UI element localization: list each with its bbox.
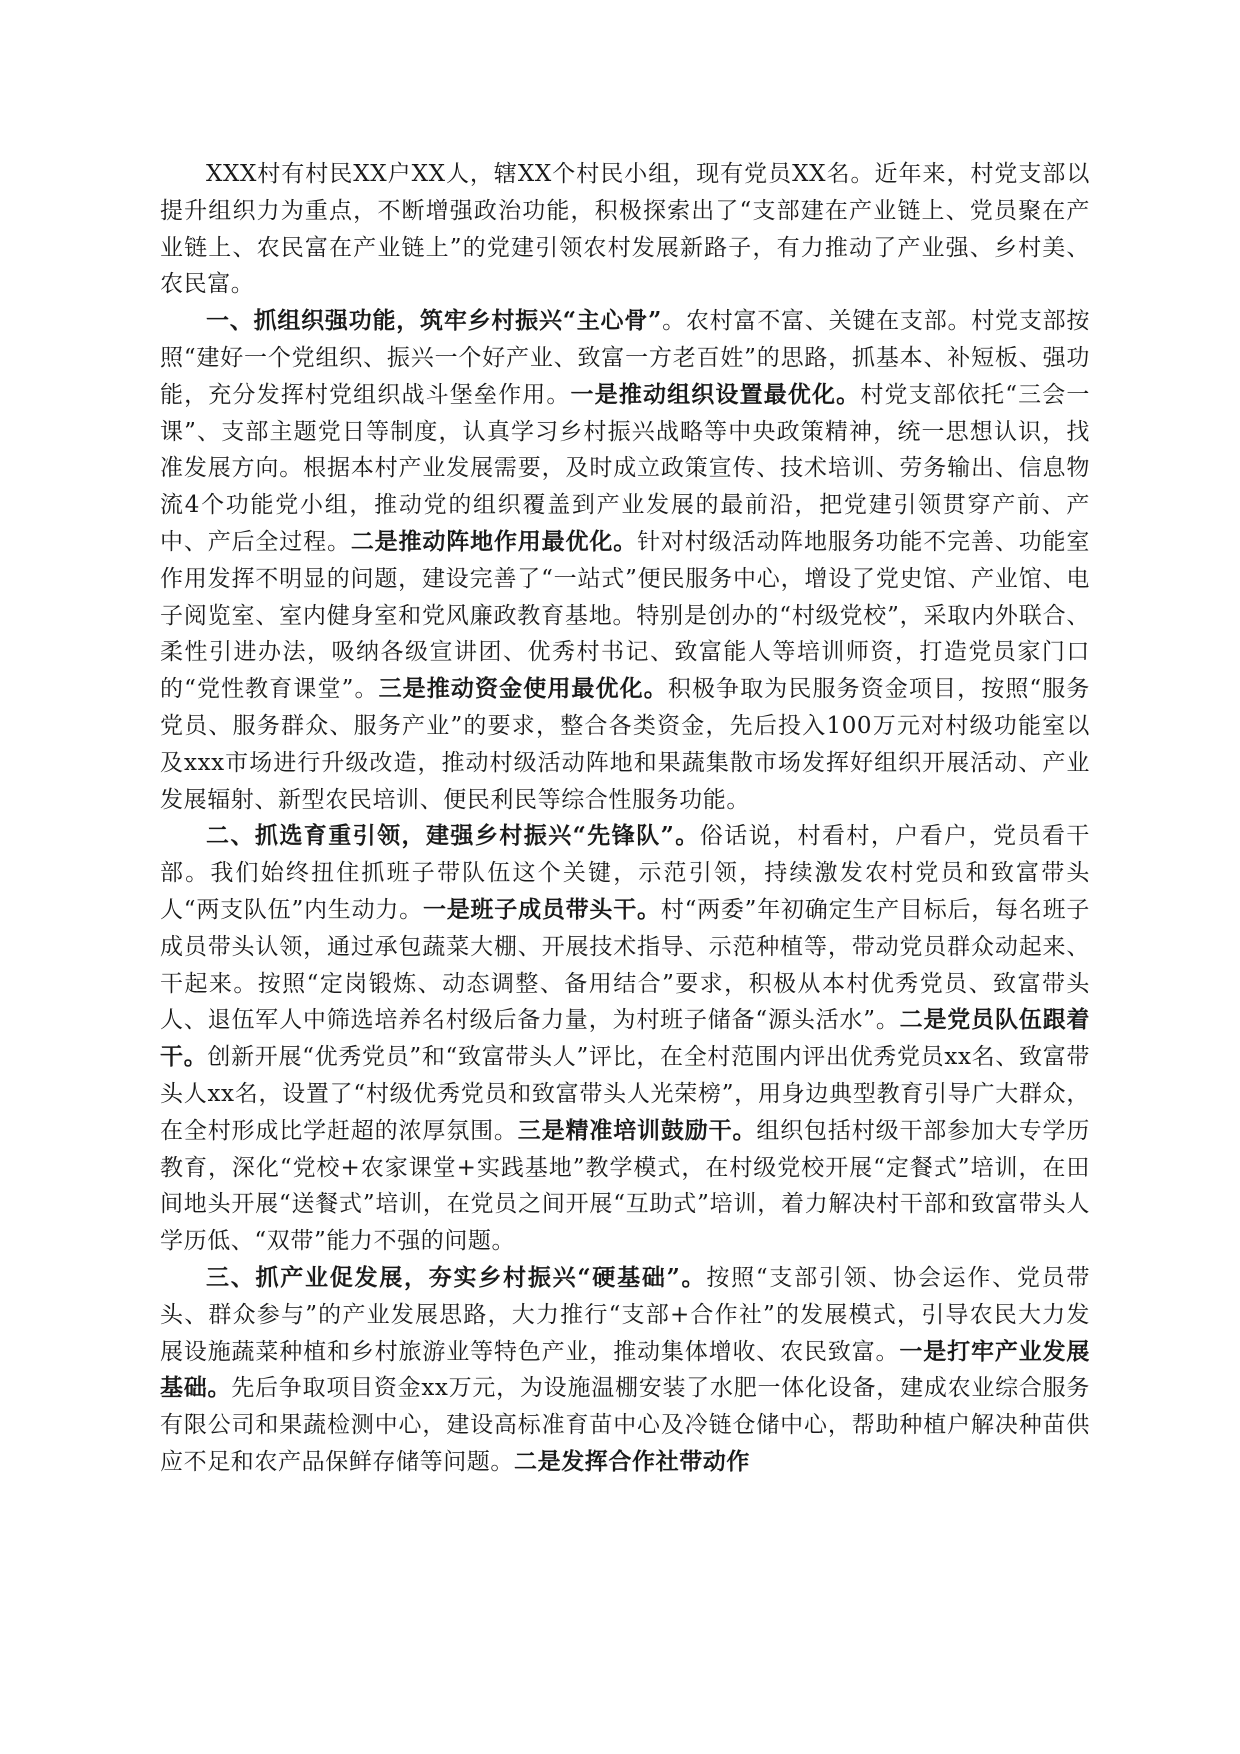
subpoint-heading: 一是推动组织设置最优化。 [570, 380, 861, 408]
text-run: 按照“支部引领、协会运作、党员带头、群众参与”的产业发展思路，大力推行“支部+合作社”的发展模式，引导农民大力发展设施蔬菜种植和乡村旅游业等特色产业，推动集体增收、农民致富。 [160, 1264, 1090, 1365]
subpoint-heading: 二是推动阵地作用最优化。 [350, 527, 638, 555]
section-heading: 三、抓产业促发展，夯实乡村振兴“硬基础”。 [206, 1263, 707, 1291]
paragraph-section-1 [160, 303, 1090, 818]
subpoint-heading: 三是精准培训鼓励干。 [517, 1116, 757, 1144]
text-run: XXX村有村民XX户XX人，辖XX个村民小组，现有党员XX名。近年来，村党支部以提升组织力为重点，不断增强政治功能，积极探索出了“支部建在产业链上、党员聚在产业链上、农民富在产业链上”的党建引领农村发展新路子，有力推动了产业强、乡村美、农民富。 [160, 161, 1090, 298]
text-run: 。农村富不富、关键在支部。村党支部按照“建好一个党组织、振兴一个好产业、致富一方老百姓”的思路，抓基本、补短板、强功能，充分发挥村党组织战斗堡垒作用。 [160, 308, 1090, 408]
text-run: 针对村级活动阵地服务功能不完善、功能室作用发挥不明显的问题，建设完善了“一站式”便民服务中心，增设了党史馆、产业馆、电子阅览室、室内健身室和党风廉政教育基地。特别是创办的“村级党校”，采取内外联合、柔性引进办法，吸纳各级宣讲团、优秀村书记、致富能人等培训师资，打造党员家门口的“党性教育课堂”。 [160, 528, 1090, 703]
paragraph-intro [160, 156, 1090, 303]
text-run: 村党支部依托“三会一课”、支部主题党日等制度，认真学习乡村振兴战略等中央政策精神，统一思想认识，找准发展方向。根据本村产业发展需要，及时成立政策宣传、技术培训、劳务输出、信息物流4个功能党小组，推动党的组织覆盖到产业发展的最前沿，把党建引领贯穿产前、产中、产后全过程。 [160, 381, 1090, 555]
subpoint-heading: 二是发挥合作社带动作 [514, 1447, 750, 1475]
text-run: 村“两委”年初确定生产目标后，每名班子成员带头认领，通过承包蔬菜大棚、开展技术指导、示范种植等，带动党员群众动起来、干起来。按照“定岗锻炼、动态调整、备用结合”要求，积极从本村优秀党员、致富带头人、退伍军人中筛选培养名村级后备力量，为村班子储备“源头活水”。 [160, 896, 1090, 1034]
paragraph-section-2 [160, 818, 1090, 1260]
subpoint-heading: 一是打牢产业发展基础。 [160, 1337, 1090, 1402]
paragraph-section-3 [160, 1260, 1090, 1481]
section-heading: 一、抓组织强功能，筑牢乡村振兴“主心骨” [206, 307, 662, 335]
text-run: 先后争取项目资金xx万元，为设施温棚安装了水肥一体化设备，建成农业综合服务有限公司和果蔬检测中心，建设高标准育苗中心及冷链仓储中心，帮助种植户解决种苗供应不足和农产品保鲜存储等问题。 [160, 1375, 1090, 1475]
subpoint-heading: 三是推动资金使用最优化。 [378, 675, 668, 703]
section-heading: 二、抓选育重引领，建强乡村振兴“先锋队”。 [206, 822, 700, 850]
subpoint-heading: 一是班子成员带头干。 [422, 895, 661, 923]
text-run: 积极争取为民服务资金项目，按照“服务党员、服务群众、服务产业”的要求，整合各类资金，先后投入100万元对村级功能室以及xxx市场进行升级改造，推动村级活动阵地和果蔬集散市场发挥好组织开展活动、产业发展辐射、新型农民培训、便民利民等综合性服务功能。 [160, 676, 1090, 813]
text-run: 组织包括村级干部参加大专学历教育，深化“党校+农家课堂+实践基地”教学模式，在村级党校开展“定餐式”培训，在田间地头开展“送餐式”培训，在党员之间开展“互助式”培训，着力解决村干部和致富带头人学历低、“双带”能力不强的问题。 [160, 1117, 1090, 1255]
text-run: 俗话说，村看村，户看户，党员看干部。我们始终扭住抓班子带队伍这个关键，示范引领，持续激发农村党员和致富带头人“两支队伍”内生动力。 [160, 823, 1090, 923]
text-run: 创新开展“优秀党员”和“致富带头人”评比，在全村范围内评出优秀党员xx名、致富带头人xx名，设置了“村级优秀党员和致富带头人光荣榜”，用身边典型教育引导广大群众，在全村形成比学赶超的浓厚氛围。 [160, 1044, 1090, 1144]
document-page [160, 156, 1090, 1716]
subpoint-heading: 二是党员队伍跟着干。 [160, 1006, 1090, 1071]
